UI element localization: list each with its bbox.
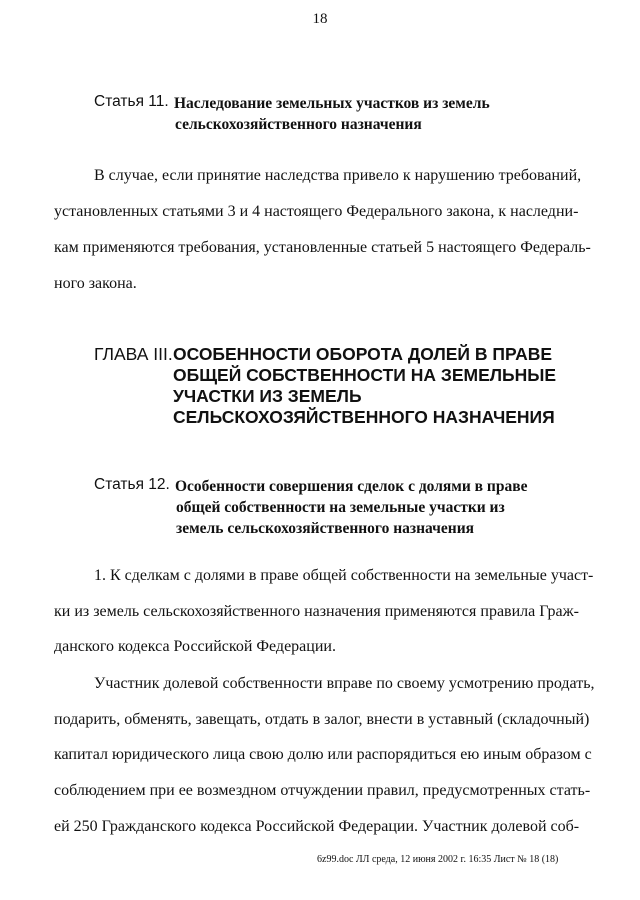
paragraph-line: 1. К сделкам с долями в праве общей собственности на земельные участ- [94,567,594,584]
article-12-title [175,476,527,539]
document-footer: 6z99.doc ЛЛ среда, 12 июня 2002 г. 16:35 Лист № 18 (18) [317,854,559,865]
paragraph-line: ного закона. [54,275,137,292]
article-12-title-line: общей собственности на земельные участки из [176,499,505,516]
chapter-3-label: ГЛАВА III. [94,344,173,364]
chapter-3-title-line: СЕЛЬСКОХОЗЯЙСТВЕННОГО НАЗНАЧЕНИЯ [173,407,555,427]
article-11-title-line: сельскохозяйственного назначения [175,116,422,133]
chapter-3-title [173,344,556,428]
article-12-label: Статья 12. [94,476,170,493]
chapter-3-title-line: ОБЩЕЙ СОБСТВЕННОСТИ НА ЗЕМЕЛЬНЫЕ [173,365,557,385]
paragraph-line: подарить, обменять, завещать, отдать в залог, внести в уставный (складочный) [54,711,590,728]
paragraph-line: соблюдением при ее возмездном отчуждении правил, предусмотренных стать- [54,782,591,799]
paragraph-line: капитал юридического лица свою долю или распорядиться ею иным образом с [54,746,592,763]
chapter-3-title-line: ОСОБЕННОСТИ ОБОРОТА ДОЛЕЙ В ПРАВЕ [173,344,553,364]
paragraph-line: ей 250 Гражданского кодекса Российской Федерации. Участник долевой соб- [54,818,580,835]
chapter-3-title-line: УЧАСТКИ ИЗ ЗЕМЕЛЬ [173,386,362,406]
paragraph-line: В случае, если принятие наследства привело к нарушению требований, [94,167,582,184]
paragraph-line: ки из земель сельскохозяйственного назначения применяются правила Граж- [54,603,579,620]
article-11-title [174,93,490,135]
article-12-title-line: земель сельскохозяйственного назначения [176,520,475,537]
article-11-label: Статья 11. [94,93,169,110]
paragraph-line: кам применяются требования, установленные статьей 5 настоящего Федераль- [54,239,591,256]
article-11-title-line: Наследование земельных участков из земель [174,95,490,112]
article-12-title-line: Особенности совершения сделок с долями в праве [175,478,528,495]
paragraph-line: данского кодекса Российской Федерации. [54,638,336,655]
paragraph-line: Участник долевой собственности вправе по своему усмотрению продать, [94,675,595,692]
paragraph-line: установленных статьями 3 и 4 настоящего Федерального закона, к наследни- [54,203,579,220]
page-number: 18 [312,11,328,27]
